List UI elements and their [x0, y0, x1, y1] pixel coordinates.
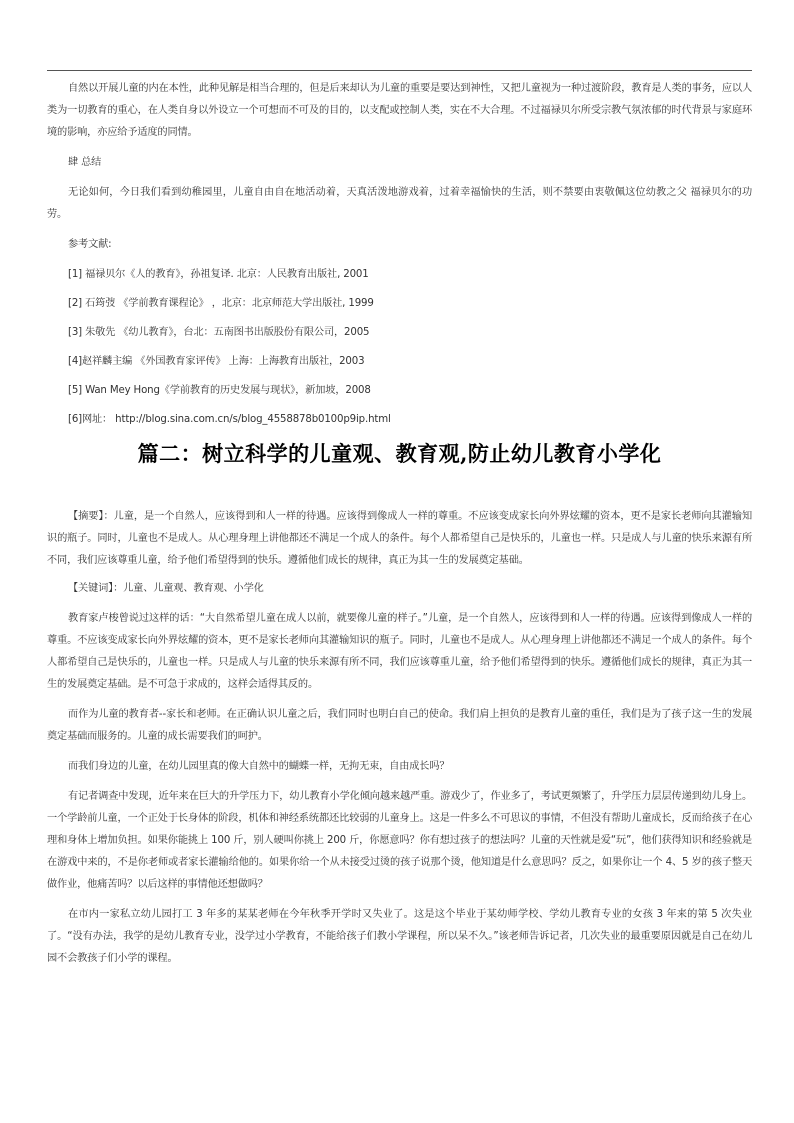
reference-item: [1] 福禄贝尔《人的教育》，孙祖复译. 北京：人民教育出版社, 2001 — [68, 269, 369, 280]
reference-item: [2] 石筠弢 《学前教育课程论》 ，北京：北京师范大学出版社, 1999 — [68, 298, 374, 309]
reference-item: [4]赵祥麟主编 《外国教育家评传》 上海：上海教育出版社，2003 — [68, 356, 365, 367]
body-paragraph: 而作为儿童的教育者--家长和老师。在正确认识儿童之后，我们同时也明白自己的使命。我们肩上担负的是教育儿童的重任，我们是为了孩子这一生的发展奠定基础而服务的。儿童的成长需要我们的呵护。 — [47, 709, 752, 742]
body-paragraph: 教育家卢梭曾说过这样的话：“大自然希望儿童在成人以前，就要像儿童的样子。”儿童，是一个自然人，应该得到和人一样的待遇。应该得到像成人一样的尊重。不应该变成家长向外界炫耀的资本，更不是家长老师向其灌输知识的瓶子。同时，儿童也不是成人。从心理身理上讲他都还不满足一个成人的条件。每个人都希望自己是快乐的，儿童也一样。只是成人与儿童的快乐来源有所不同，我们应该尊重儿童，给予他们希望得到的快乐。遵循他们成长的规律，真正为其一生的发展奠定基础。是不可急于求成的，这样会适得其反的。 — [47, 613, 752, 690]
references-title: 参考文献: — [68, 239, 112, 250]
body-paragraph: 在市内一家私立幼儿园打工 3 年多的某某老师在今年秋季开学时又失业了。这是这个毕业于某幼师学校、学幼儿教育专业的女孩 3 年来的第 5 次失业了。“没有办法，我学的是幼儿教育专业，没学过小学教育，不能给孩子们教小学课程，所以呆不久。”该老师告诉记者，几次失业的最重要原因就是自己在幼儿园不会教孩子们小学的课程。 — [47, 909, 752, 964]
body-paragraph: 而我们身边的儿童，在幼儿园里真的像大自然中的蝴蝶一样，无拘无束，自由成长吗？ — [68, 761, 450, 772]
body-paragraph: 有记者调查中发现，近年来在巨大的升学压力下，幼儿教育小学化倾向越来越严重。游戏少了，作业多了，考试更频繁了，升学压力层层传递到幼儿身上。一个学龄前儿童，一个正处于长身体的阶段，机体和神经系统都还比较弱的儿童身上。这是一件多么不可思议的事情，不但没有帮助儿童成长，反而给孩子在心理和身体上增加负担。如果你能挑上 100 斤，别人硬叫你挑上 200 斤，你愿意吗？你有想过孩子的想法吗？儿童的天性就是爱“玩”，他们获得知识和经验就是在游戏中来的，不是你老师或者家长灌输给他的。如果你给一个从未接受过烫的孩子说那个烫，他知道是什么意思吗？反之，如果你让一个 4、5 岁的孩子整天做作业，他痛苦吗？以后这样的事情他还想做吗？ — [47, 791, 752, 890]
reference-item: [3] 朱敬先 《幼儿教育》，台北：五南图书出版股份有限公司，2005 — [68, 327, 370, 338]
reference-item: [5] Wan Mey Hong《学前教育的历史发展与现状》，新加坡，2008 — [68, 385, 371, 396]
conclusion-paragraph: 无论如何，今日我们看到幼稚园里，儿童自由自在地活动着，天真活泼地游戏着，过着幸福愉快的生活，则不禁要由衷敬佩这位幼教之父 福禄贝尔的功劳。 — [47, 187, 752, 220]
top-rule — [47, 70, 752, 71]
article-title: 篇二：树立科学的儿童观、教育观,防止幼儿教育小学化 — [137, 441, 662, 466]
reference-url: [6]网址： http://blog.sina.com.cn/s/blog_4558878b0100p9ip.html — [68, 414, 391, 425]
section-heading: 肆 总结 — [68, 157, 102, 168]
keywords-line: 【关键词】：儿童、儿童观、教育观、小学化 — [68, 583, 264, 594]
document-body — [47, 78, 752, 978]
abstract-paragraph: 【摘要】：儿童，是一个自然人，应该得到和人一样的待遇。应该得到像成人一样的尊重。不应该变成家长向外界炫耀的资本，更不是家长老师向其灌输知识的瓶子。同时，儿童也不是成人。从心理身理上讲他都还不满足一个成人的条件。每个人都希望自己是快乐的，儿童也一样。只是成人与儿童的快乐来源有所不同，我们应该尊重儿童，给予他们希望得到的快乐。遵循他们成长的规律，真正为其一生的发展奠定基础。 — [47, 511, 752, 566]
reference-list — [47, 264, 752, 431]
body-paragraph: 自然以开展儿童的内在本性，此种见解是相当合理的，但是后来却认为儿童的重要是要达到神性，又把儿童视为一种过渡阶段，教育是人类的事务，应以人类为一切教育的重心，在人类自身以外设立一个可想而不可及的目的，以支配或控制人类，实在不大合理。不过福禄贝尔所受宗教气氛浓郁的时代背景与家庭环境的影响，亦应给予适度的同情。 — [47, 83, 752, 138]
